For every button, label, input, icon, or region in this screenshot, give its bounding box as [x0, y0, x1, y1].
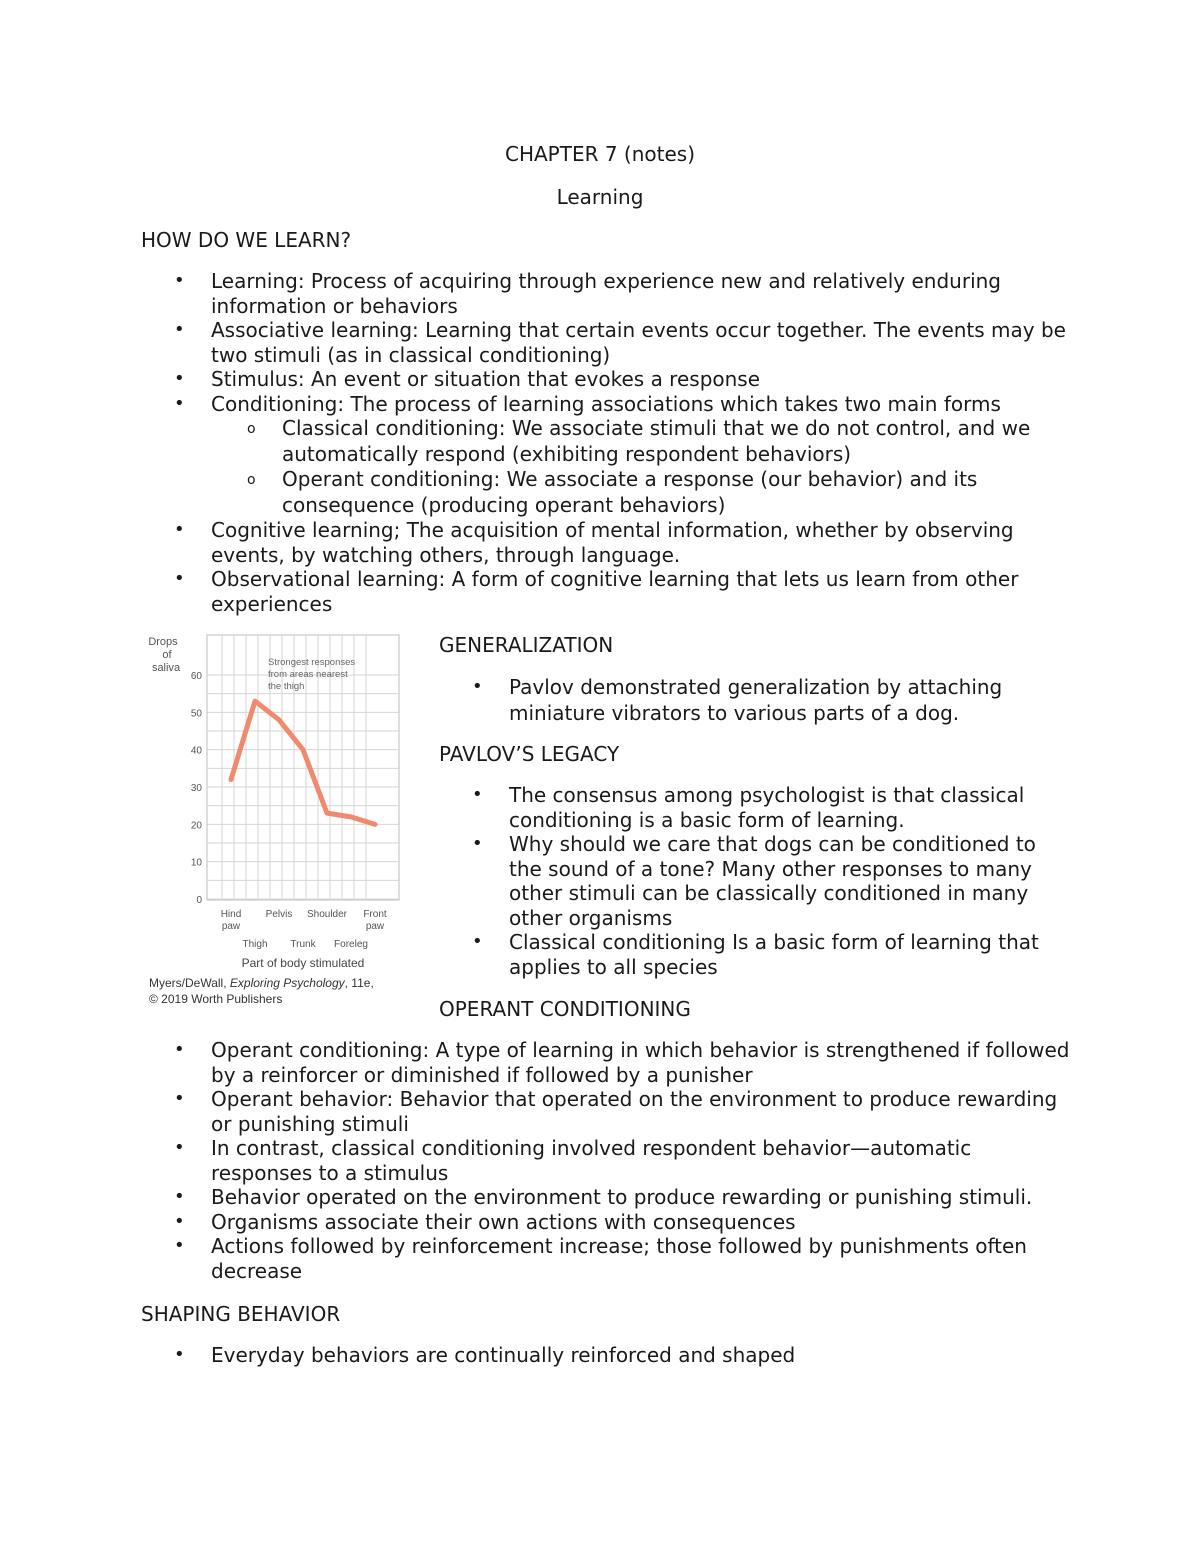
legacy-list [439, 783, 1059, 979]
list-item: • Behavior operated on the environment to produce rewarding or punishing stimuli. [141, 1185, 1071, 1210]
chart-ylabel-line3: saliva [151, 662, 181, 674]
chart-xtick-label: Front [363, 909, 387, 920]
chart-annotation-line: the thigh [268, 681, 305, 692]
chart-ylabel-line1: Drops [148, 636, 178, 648]
list-item: • Operant conditioning: A type of learning in which behavior is strengthened if followed by a reinforcer or diminished if followed by a punisher [141, 1038, 1071, 1087]
list-item: • Everyday behaviors are continually reinforced and shaped [141, 1343, 1071, 1368]
chart-xlabel: Part of body stimulated [241, 956, 365, 970]
chart-xtick-label: paw [365, 921, 385, 932]
chart-ytick-label: 30 [190, 783, 202, 794]
figure-credit [149, 975, 374, 1007]
chart-xtick-label: Foreleg [334, 939, 368, 950]
operant-list [141, 1038, 1071, 1283]
chart-x-ticks [221, 909, 387, 950]
shaping-list [141, 1343, 1071, 1368]
chart-ytick-label: 20 [190, 820, 202, 832]
saliva-chart [145, 630, 405, 975]
credit-authors: Myers/DeWall, [149, 976, 230, 990]
section-heading-generalization: GENERALIZATION [439, 633, 614, 657]
chart-ytick-label: 50 [190, 708, 202, 720]
chart-ytick-label: 10 [190, 857, 202, 869]
chart-xtick-label: Shoulder [306, 909, 348, 920]
generalization-list [439, 674, 1059, 726]
chart-xtick-label: paw [221, 921, 241, 932]
list-item: • Cognitive learning; The acquisition of mental information, whether by observing events, by watching others, through language. [141, 518, 1071, 567]
page-title: CHAPTER 7 (notes) [504, 142, 696, 166]
section-heading-how: HOW DO WE LEARN? [141, 228, 352, 252]
list-item: • Actions followed by reinforcement increase; those followed by punishments often decrease [141, 1234, 1071, 1283]
list-item: • Stimulus: An event or situation that evokes a response [141, 367, 1071, 392]
chart-ylabel-line2: of [162, 649, 172, 661]
list-item: • Pavlov demonstrated generalization by attaching miniature vibrators to various parts of a dog. [439, 674, 1059, 726]
saliva-chart-figure [145, 630, 405, 1010]
list-item: • In contrast, classical conditioning involved respondent behavior—automatic responses to a stimulus [141, 1136, 1071, 1185]
list-item: • Why should we care that dogs can be conditioned to the sound of a tone? Many other responses to many other stimuli can be classically conditioned in many other organisms [439, 832, 1059, 930]
list-item [141, 392, 1071, 519]
list-item-text: Conditioning: The process of learning associations which takes two main forms [211, 391, 1001, 416]
section-heading-legacy: PAVLOV’S LEGACY [439, 742, 620, 766]
credit-book: Exploring Psychology [229, 976, 345, 990]
list-item: • Organisms associate their own actions with consequences [141, 1210, 1071, 1235]
credit-edition: , 11e, [344, 976, 374, 990]
page-subtitle: Learning [556, 185, 644, 209]
chart-xtick-label: Hind [220, 909, 242, 920]
list-item: • Observational learning: A form of cognitive learning that lets us learn from other experiences [141, 567, 1071, 616]
credit-line2: © 2019 Worth Publishers [149, 992, 283, 1006]
chart-annotation-line: from areas nearest [268, 669, 348, 680]
chart-annotation-line: Strongest responses [268, 657, 356, 668]
list-item: • Operant behavior: Behavior that operated on the environment to produce rewarding or punishing stimuli [141, 1087, 1071, 1136]
sub-list-item: o Operant conditioning: We associate a response (our behavior) and its consequence (producing operant behaviors) [211, 467, 1071, 518]
chart-ytick-label: 60 [190, 671, 202, 682]
section-heading-shaping: SHAPING BEHAVIOR [141, 1302, 341, 1326]
how-list [141, 269, 1071, 616]
chart-xtick-label: Pelvis [265, 909, 293, 920]
chart-ytick-label: 40 [190, 745, 202, 757]
chart-y-ticks [191, 671, 203, 906]
list-item: • Classical conditioning Is a basic form of learning that applies to all species [439, 930, 1059, 979]
section-heading-operant: OPERANT CONDITIONING [439, 997, 691, 1021]
chart-xtick-label: Thigh [242, 939, 268, 950]
sub-list [211, 416, 1071, 518]
chart-xtick-label: Trunk [290, 939, 316, 950]
list-item: • Learning: Process of acquiring through experience new and relatively enduring information or behaviors [141, 269, 1071, 318]
list-item: • The consensus among psychologist is that classical conditioning is a basic form of learning. [439, 783, 1059, 832]
list-item: • Associative learning: Learning that certain events occur together. The events may be two stimuli (as in classical conditioning) [141, 318, 1071, 367]
chart-ytick-label: 0 [196, 895, 202, 906]
sub-list-item: o Classical conditioning: We associate stimuli that we do not control, and we automatically respond (exhibiting respondent behaviors) [211, 416, 1071, 467]
